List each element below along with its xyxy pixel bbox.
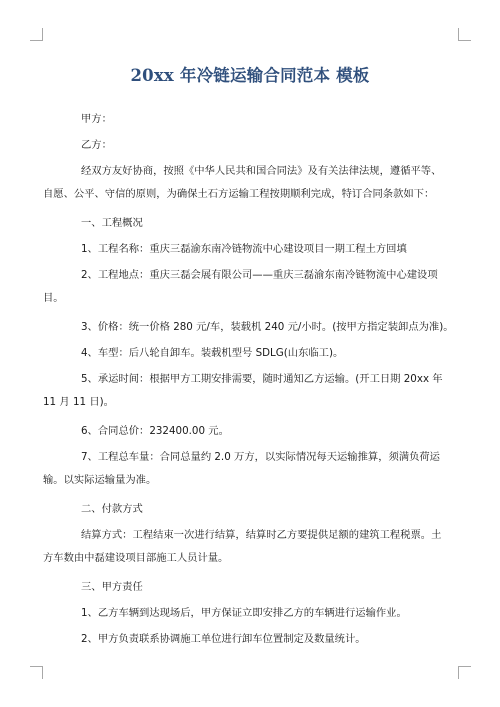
intro-line-1: 经双方友好协商，按照《中华人民共和国合同法》及有关法律法规，遵循平等、 [81, 165, 442, 177]
crop-mark-top-left [30, 28, 43, 41]
item-7-line-2: 输。以实际运输量为准。 [43, 474, 157, 486]
crop-mark-bottom-left [30, 666, 43, 679]
item-7-line-1: 7、工程总车量：合同总量约 2.0 万方，以实际情况每天运输推算，须满负荷运 [81, 451, 440, 463]
item-2-line-1: 2、工程地点：重庆三磊会展有限公司——重庆三磊渝东南冷链物流中心建设项 [81, 269, 438, 281]
item-5-line-2: 11 月 11 日)。 [43, 396, 114, 408]
intro-line-2: 自愿、公平、守信的原则，为确保土石方运输工程按期顺利完成，特订合同条款如下： [43, 188, 435, 200]
item-7 [43, 446, 440, 492]
payment-line-2: 方车数由中磊建设项目部施工人员计量。 [43, 552, 229, 564]
item-5-line-1: 5、承运时间：根据甲方工期安排需要，随时通知乙方运输。(开工日期 20xx 年 [81, 373, 443, 385]
item-3: 3、价格：统一价格 280 元/车，装载机 240 元/小时。(按甲方指定装卸点为准)。 [81, 321, 454, 333]
item-2-line-2: 目。 [43, 292, 64, 304]
payment-paragraph [43, 524, 442, 570]
crop-mark-bottom-right [458, 666, 471, 679]
item-2 [43, 264, 440, 310]
payment-line-1: 结算方式：工程结束一次进行结算，结算时乙方要提供足额的建筑工程税票。土 [81, 529, 442, 541]
party-a-line: 甲方： [81, 113, 112, 125]
crop-mark-top-right [458, 28, 471, 41]
party-b-line: 乙方： [81, 139, 112, 151]
section-1-heading: 一、工程概况 [81, 217, 143, 229]
section-2-heading: 二、付款方式 [81, 503, 143, 515]
duty-1: 1、乙方车辆到达现场后，甲方保证立即安排乙方的车辆进行运输作业。 [81, 607, 407, 619]
intro-paragraph [43, 160, 442, 206]
document-title: 20xx 年冷链运输合同范本 模板 [130, 66, 370, 85]
duty-2: 2、甲方负责联系协调施工单位进行卸车位置制定及数量统计。 [81, 633, 366, 645]
item-1: 1、工程名称：重庆三磊渝东南冷链物流中心建设项目一期工程土方回填 [81, 243, 407, 255]
section-3-heading: 三、甲方责任 [81, 581, 143, 593]
item-5 [43, 368, 443, 414]
item-6: 6、合同总价：232400.00 元。 [81, 425, 229, 437]
item-4: 4、车型：后八轮自卸车。装载机型号 SDLG(山东临工)。 [81, 347, 344, 359]
